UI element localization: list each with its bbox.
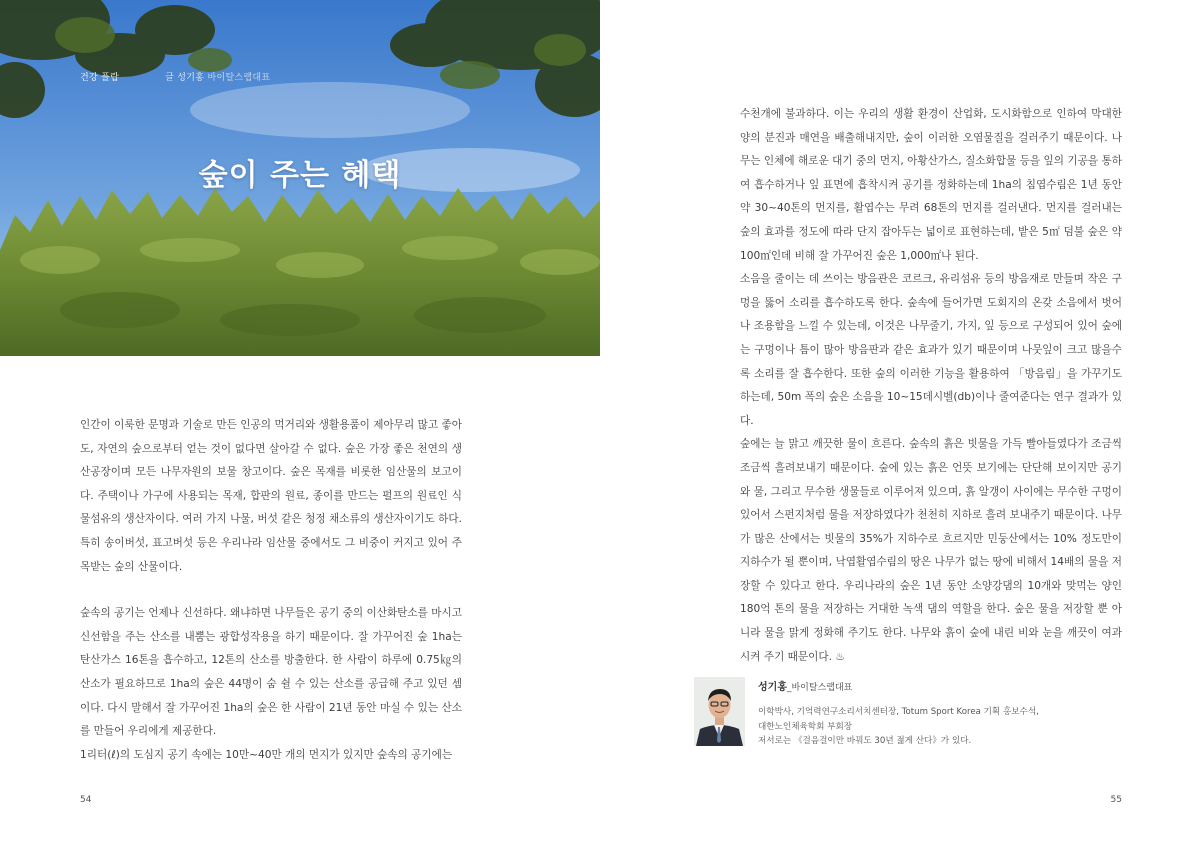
section-writer: 글 성기홍	[165, 73, 205, 83]
right-body-text	[740, 103, 1122, 669]
paragraph: 1리터(ℓ)의 도심지 공기 속에는 10만~40만 개의 먼지가 있지만 숲속의 공기에는	[80, 748, 453, 761]
page-number: 55	[1110, 795, 1122, 805]
author-bio-line: 저서로는 《걸음걸이만 바꿔도 30년 젊게 산다》가 있다.	[758, 736, 972, 747]
author-title: _바이탈스랩대표	[786, 683, 853, 693]
right-page	[600, 0, 1200, 853]
page-number: 54	[80, 795, 92, 805]
paragraph: 숲에는 늘 맑고 깨끗한 물이 흐른다. 숲속의 흙은 빗물을 가득 빨아들였다가 조금씩 조금씩 흘려보내기 때문이다. 숲에 있는 흙은 언뜻 보기에는 단단해 보이지만 공기와 물, 그리고 무수한 생물들로 이루어져 있으며, 흙 알갱이 사이에는 무수한 구멍이 있어서 스펀지처럼 물을 저장하였다가 천천히 지하로 흘려 보내주기 때문이다. 나무가 많은 산에서는 빗물의 35%가 지하수로 흐르지만 민둥산에서는 10% 정도만이 지하수가 될 뿐이며, 낙엽활엽수림의 땅은 나무가 없는 땅에 비해서 14배의 물을 저장할 수 있다고 한다. 우리나라의 숲은 1년 동안 소양강댐의 10개와 맞먹는 양인 180억 톤의 물을 저장하는 거대한 녹색 댐의 역할을 한다. 숲은 물을 저장할 뿐 아니라 물을 맑게 정화해 주기도 한다. 나무와 흙이 숲에 내린 비와 눈을 깨끗이 여과시켜 주기 때문이다. ♨	[740, 438, 1122, 663]
paragraph: 인간이 이룩한 문명과 기술로 만든 인공의 먹거리와 생활용품이 제아무리 많고 좋아도, 자연의 숲으로부터 얻는 것이 없다면 살아갈 수 없다. 숲은 가장 좋은 천연의 생산공장이며 모든 나무자원의 보물 창고이다. 숲은 목재를 비롯한 임산물의 보고이다. 주택이나 가구에 사용되는 목재, 합판의 원료, 종이를 만드는 펄프의 원료인 식물섬유의 생산자이다. 여러 가지 나물, 버섯 같은 청정 채소류의 생산자이기도 하다. 특히 송이버섯, 표고버섯 등은 우리나라 임산물 중에서도 그 비중이 커지고 있어 주목받는 숲의 산물이다.	[80, 419, 462, 573]
section-tag	[80, 70, 270, 83]
author-name-line	[758, 678, 852, 693]
author-bio-line: 이학박사, 기억력연구소리서치센터장, Totum Sport Korea 기획 홍보수석,	[758, 707, 1039, 717]
paragraph: 숲속의 공기는 언제나 신선하다. 왜냐하면 나무들은 공기 중의 이산화탄소를 마시고 신선함을 주는 산소를 내뿜는 광합성작용을 하기 때문이다. 잘 가꾸어진 숲 1ha는 탄산가스 16톤을 흡수하고, 12톤의 산소를 방출한다. 한 사람이 하루에 0.75㎏의 산소가 필요하므로 1ha의 숲은 44명이 숨 쉴 수 있는 산소를 공급해 주고 있던 셈이다. 다시 말해서 잘 가꾸어진 1ha의 숲은 한 사람이 21년 동안 마실 수 있는 산소를 만들어 우리에게 제공한다.	[80, 607, 462, 738]
author-bio-line: 대한노인체육학회 부회장	[758, 721, 853, 732]
author-photo	[694, 677, 745, 746]
section-writer-role: 바이탈스랩대표	[207, 73, 271, 83]
author-profile	[694, 676, 1124, 756]
author-name: 성기홍	[758, 682, 787, 693]
section-category: 건강 플랍	[80, 73, 120, 83]
author-bio	[758, 705, 1124, 749]
paragraph: 수천개에 불과하다. 이는 우리의 생활 환경이 산업화, 도시화함으로 인하여 막대한 양의 분진과 매연을 배출해내지만, 숲이 이러한 오염물질을 걸러주기 때문이다. 나무는 인체에 해로운 대기 중의 먼지, 아황산가스, 질소화합물 등을 잎의 기공을 통하여 흡수하거나 잎 표면에 흡착시켜 공기를 정화하는데 1ha의 침엽수림은 1년 동안 약 30~40톤의 먼지를, 활엽수는 무려 68톤의 먼지를 걸러낸다. 먼지를 걸러내는 숲의 효과를 정도에 따라 단지 잡아두는 넓이로 표현하는데, 밭은 5㎡ 덤불 숲은 약 100㎡인데 비해 잘 가꾸어진 숲은 1,000㎡나 된다.	[740, 108, 1122, 262]
paragraph: 소음을 줄이는 데 쓰이는 방음관은 코르크, 유리섬유 등의 방음재로 만들며 작은 구멍을 뚫어 소리를 흡수하도록 한다. 숲속에 들어가면 도회지의 온갖 소음에서 벗어나 조용함을 느낄 수 있는데, 이것은 나무줄기, 가지, 잎 등으로 구성되어 있어 숲에는 구멍이나 틈이 많아 방음판과 같은 효과가 있기 때문이며 나뭇잎이 크고 많을수록 소리를 잘 흡수한다. 또한 숲의 이러한 기능을 활용하여 「방음림」을 가꾸기도 하는데, 50m 폭의 숲은 소음을 10~15데시벨(db)이나 줄여준다는 연구 결과가 있다.	[740, 273, 1122, 427]
left-body-text	[80, 414, 462, 767]
article-title: 숲이 주는 혜택	[198, 158, 402, 193]
